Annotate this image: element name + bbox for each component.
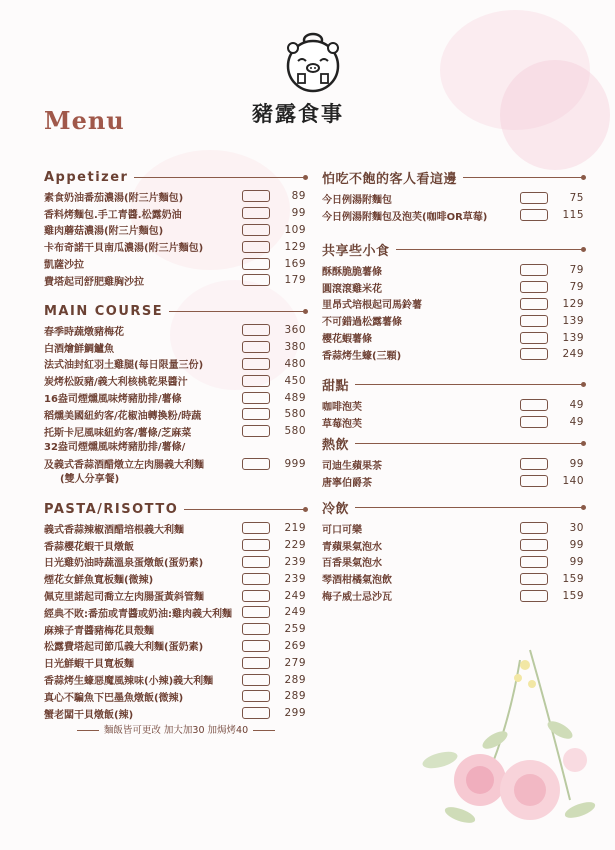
item-price: 179 (284, 274, 306, 287)
item-name: 煙花女鮮魚寬板麵(微辣) (44, 575, 154, 587)
menu-item[interactable] (44, 688, 306, 705)
price-box (242, 190, 270, 202)
item-price: 249 (562, 348, 584, 361)
item-name: 素食奶油番茄濃湯(附三片麵包) (44, 192, 184, 204)
menu-item[interactable] (44, 621, 306, 638)
price-box (242, 408, 270, 420)
item-name: 白酒燴鮮鯛鱸魚 (44, 343, 114, 355)
price-box (520, 475, 548, 487)
price-box (242, 425, 270, 437)
item-name: 托斯卡尼風味紐約客/薯條/芝麻菜 (44, 427, 192, 439)
price-box (520, 192, 548, 204)
section-divider (184, 509, 306, 510)
cold-drinks-section (322, 498, 584, 604)
menu-item[interactable] (44, 238, 306, 255)
item-name: 今日例湯附麵包及泡芙(咖啡OR草莓) (322, 211, 488, 223)
section-title: MAIN COURSE (44, 303, 164, 319)
item-name: 圓滾滾雞米花 (322, 283, 382, 295)
item-name: 義式香蒜辣椒酒醋培根義大利麵 (44, 524, 184, 536)
background-blossom (500, 60, 610, 170)
price-box (242, 640, 270, 652)
item-price: 140 (562, 475, 584, 488)
price-box (520, 399, 548, 411)
section-divider (396, 249, 584, 250)
menu-item[interactable] (322, 329, 584, 346)
item-price: 999 (284, 457, 306, 470)
item-name: 卡布奇諾干貝南瓜濃湯(附三片麵包) (44, 243, 204, 255)
item-name: 日光雞奶油時蔬溫泉蛋燉飯(蛋奶素) (44, 558, 204, 570)
price-box (520, 416, 548, 428)
menu-item[interactable] (322, 414, 584, 431)
item-price: 289 (284, 690, 306, 703)
price-box (520, 209, 548, 221)
price-box (520, 539, 548, 551)
item-price: 49 (569, 416, 584, 429)
hot-drinks-section (322, 434, 584, 490)
price-box (520, 556, 548, 568)
price-box (242, 375, 270, 387)
menu-item[interactable] (44, 222, 306, 239)
pasta-section (44, 500, 306, 722)
item-name: 雞肉蘑菇濃湯(附三片麵包) (44, 226, 164, 238)
item-price: 30 (569, 522, 584, 535)
menu-item[interactable] (322, 279, 584, 296)
price-box (242, 341, 270, 353)
item-price: 129 (562, 297, 584, 310)
item-name: 琴酒柑橘氣泡飲 (322, 575, 392, 587)
menu-item[interactable] (44, 188, 306, 205)
menu-item[interactable] (322, 570, 584, 587)
item-price: 99 (569, 539, 584, 552)
price-box (520, 573, 548, 585)
price-box (242, 590, 270, 602)
item-price: 159 (562, 589, 584, 602)
item-name: 香蒜烤生蠔惡魔風辣味(小辣)義大利麵 (44, 676, 214, 688)
menu-item[interactable] (44, 587, 306, 604)
price-box (242, 274, 270, 286)
item-name: 法式油封紅羽土雞腿(每日限量三份) (44, 360, 204, 372)
combo-note: (雙人分享餐) (60, 474, 120, 486)
price-box (242, 573, 270, 585)
item-price: 79 (569, 281, 584, 294)
menu-item[interactable] (44, 654, 306, 671)
menu-item[interactable] (322, 190, 584, 207)
price-box (242, 657, 270, 669)
item-price: 99 (569, 555, 584, 568)
price-box (520, 458, 548, 470)
menu-item[interactable] (44, 570, 306, 587)
section-title: PASTA/RISOTTO (44, 501, 179, 517)
item-name: 香料烤麵包.手工青醬.松露奶油 (44, 209, 182, 221)
price-box (520, 315, 548, 327)
price-box (242, 224, 270, 236)
item-name: 唐寧伯爵茶 (322, 477, 372, 489)
menu-item[interactable] (44, 537, 306, 554)
item-name: 香蒜櫻花蝦干貝燉飯 (44, 541, 134, 553)
menu-item[interactable] (44, 356, 306, 373)
price-box (242, 539, 270, 551)
flower-decoration (400, 640, 610, 840)
item-price: 79 (569, 264, 584, 277)
menu-item[interactable] (322, 554, 584, 571)
item-price: 109 (284, 223, 306, 236)
item-name: 佩克里諾起司喬立左肉腸蛋黃斜管麵 (44, 592, 204, 604)
item-name: 春季時蔬燉豬梅花 (44, 326, 124, 338)
snacks-list (322, 262, 584, 363)
item-price: 239 (284, 572, 306, 585)
menu-item[interactable] (44, 520, 306, 537)
price-box (242, 674, 270, 686)
item-price: 450 (284, 374, 306, 387)
menu-item[interactable] (44, 423, 306, 440)
section-header (44, 500, 306, 518)
menu-item[interactable] (44, 255, 306, 272)
hot-drinks-list (322, 456, 584, 490)
section-title: 共享些小食 (322, 243, 390, 259)
menu-item[interactable] (322, 473, 584, 490)
item-name: 真心不騙魚下巴墨魚燉飯(微辣) (44, 692, 184, 704)
item-name: 咖啡泡芙 (322, 401, 362, 413)
section-divider (134, 177, 306, 178)
item-name: 蟹老闆干貝燉飯(辣) (44, 709, 134, 721)
section-header (322, 375, 584, 393)
main-course-list (44, 322, 306, 440)
section-header (322, 240, 584, 258)
menu-item[interactable] (322, 397, 584, 414)
menu-item[interactable] (44, 671, 306, 688)
appetizer-list (44, 188, 306, 289)
menu-item[interactable] (44, 406, 306, 423)
item-price: 289 (284, 673, 306, 686)
item-name: 草莓泡芙 (322, 418, 362, 430)
item-price: 129 (284, 240, 306, 253)
item-price: 269 (284, 639, 306, 652)
item-price: 49 (569, 399, 584, 412)
price-box (520, 332, 548, 344)
item-name: 凱薩沙拉 (44, 260, 84, 272)
menu-item[interactable] (322, 520, 584, 537)
price-box (520, 348, 548, 360)
section-title: Appetizer (44, 169, 129, 185)
price-box (242, 258, 270, 270)
item-price: 115 (562, 209, 584, 222)
pasta-list (44, 520, 306, 722)
menu-item[interactable] (322, 587, 584, 604)
price-box (520, 298, 548, 310)
item-name: 炭烤松阪豬/義大利核桃乾果醬汁 (44, 377, 188, 389)
section-header (44, 168, 306, 186)
item-name: 費塔起司舒肥雞胸沙拉 (44, 276, 144, 288)
item-price: 219 (284, 522, 306, 535)
section-divider (355, 507, 584, 508)
item-name: 麻辣子青醬豬梅花貝殼麵 (44, 625, 154, 637)
item-price: 159 (562, 572, 584, 585)
dessert-section (322, 375, 584, 431)
menu-item[interactable] (322, 537, 584, 554)
menu-item[interactable] (44, 705, 306, 722)
menu-item[interactable] (44, 456, 306, 473)
item-name: 司迪生蘋果茶 (322, 460, 382, 472)
price-box (242, 392, 270, 404)
item-price: 75 (569, 192, 584, 205)
price-box (520, 264, 548, 276)
price-box (242, 358, 270, 370)
item-price: 139 (562, 314, 584, 327)
pasta-note: 麵飯皆可更改 加大加30 加焗烤40 (46, 722, 306, 736)
item-name: 日光鮮蝦干貝寬板麵 (44, 659, 134, 671)
item-name: 稻燻美國紐約客/花椒油轉換粉/時蔬 (44, 410, 202, 422)
menu-item[interactable] (322, 346, 584, 363)
menu-item[interactable] (322, 312, 584, 329)
bread-list (322, 190, 584, 224)
price-box (520, 281, 548, 293)
brand-name: 豬露食事 (252, 101, 344, 126)
item-name: 及義式香蒜酒醋燉立左肉腸義大利麵 (44, 460, 204, 472)
price-box (242, 623, 270, 635)
price-box (242, 522, 270, 534)
menu-item[interactable] (44, 554, 306, 571)
menu-item[interactable] (44, 322, 306, 339)
menu-item[interactable] (44, 339, 306, 356)
item-name: 香蒜烤生蠔(三顆) (322, 350, 402, 362)
item-name: 經典不敗:番茄或青醬或奶油:雞肉義大利麵 (44, 608, 232, 620)
section-title: 甜點 (322, 378, 350, 394)
section-divider (355, 384, 584, 385)
section-header (322, 168, 584, 186)
menu-item[interactable] (44, 604, 306, 621)
price-box (242, 556, 270, 568)
menu-item[interactable] (44, 372, 306, 389)
menu-item[interactable] (322, 262, 584, 279)
item-price: 279 (284, 656, 306, 669)
item-name: 里昂式培根起司馬鈴薯 (322, 300, 422, 312)
item-name: 16盎司煙燻風味烤豬肋排/薯條 (44, 394, 182, 406)
item-price: 99 (291, 207, 306, 220)
item-price: 299 (284, 707, 306, 720)
menu-item[interactable] (44, 205, 306, 222)
item-price: 480 (284, 357, 306, 370)
section-divider (463, 177, 584, 178)
price-box (242, 458, 270, 470)
item-price: 259 (284, 623, 306, 636)
item-name: 梅子威士忌沙瓦 (322, 592, 392, 604)
section-title: 怕吃不飽的客人看這邊 (322, 171, 458, 187)
section-title: 冷飲 (322, 501, 350, 517)
item-price: 89 (291, 190, 306, 203)
menu-item[interactable] (322, 296, 584, 313)
item-price: 249 (284, 589, 306, 602)
item-price: 169 (284, 257, 306, 270)
price-box (242, 241, 270, 253)
item-name: 不可錯過松露薯條 (322, 317, 402, 329)
item-price: 580 (284, 425, 306, 438)
menu-item[interactable] (322, 456, 584, 473)
item-name: 青蘋果氣泡水 (322, 541, 382, 553)
item-price: 239 (284, 555, 306, 568)
price-box (242, 207, 270, 219)
section-divider (169, 311, 306, 312)
item-price: 580 (284, 408, 306, 421)
section-divider (355, 443, 584, 444)
menu-item[interactable] (44, 389, 306, 406)
item-name: 櫻花蝦薯條 (322, 334, 372, 346)
cold-drinks-list (322, 520, 584, 604)
item-price: 489 (284, 391, 306, 404)
combo-line: 32盎司煙燻風味烤豬肋排/薯條/ (44, 441, 186, 453)
price-box (520, 522, 548, 534)
item-name: 酥酥脆脆薯條 (322, 266, 382, 278)
item-name: 可口可樂 (322, 524, 362, 536)
item-price: 139 (562, 331, 584, 344)
dessert-list (322, 397, 584, 431)
item-price: 249 (284, 606, 306, 619)
menu-item[interactable] (322, 207, 584, 224)
price-box (242, 606, 270, 618)
bread-section (322, 168, 584, 224)
price-box (242, 690, 270, 702)
menu-title: Menu (44, 106, 125, 135)
item-price: 229 (284, 539, 306, 552)
section-header (322, 498, 584, 516)
price-box (242, 707, 270, 719)
item-price: 360 (284, 324, 306, 337)
appetizer-section (44, 168, 306, 289)
menu-item[interactable] (44, 272, 306, 289)
price-box (520, 590, 548, 602)
main-course-section (44, 302, 306, 488)
section-title: 熱飲 (322, 437, 350, 453)
section-header (322, 434, 584, 452)
item-name: 今日例湯附麵包 (322, 194, 392, 206)
item-name: 百香果氣泡水 (322, 558, 382, 570)
price-box (242, 324, 270, 336)
menu-item[interactable] (44, 638, 306, 655)
section-header (44, 302, 306, 320)
snacks-section (322, 240, 584, 363)
item-name: 松露費塔起司節瓜義大利麵(蛋奶素) (44, 642, 204, 654)
item-price: 380 (284, 341, 306, 354)
item-price: 99 (569, 458, 584, 471)
